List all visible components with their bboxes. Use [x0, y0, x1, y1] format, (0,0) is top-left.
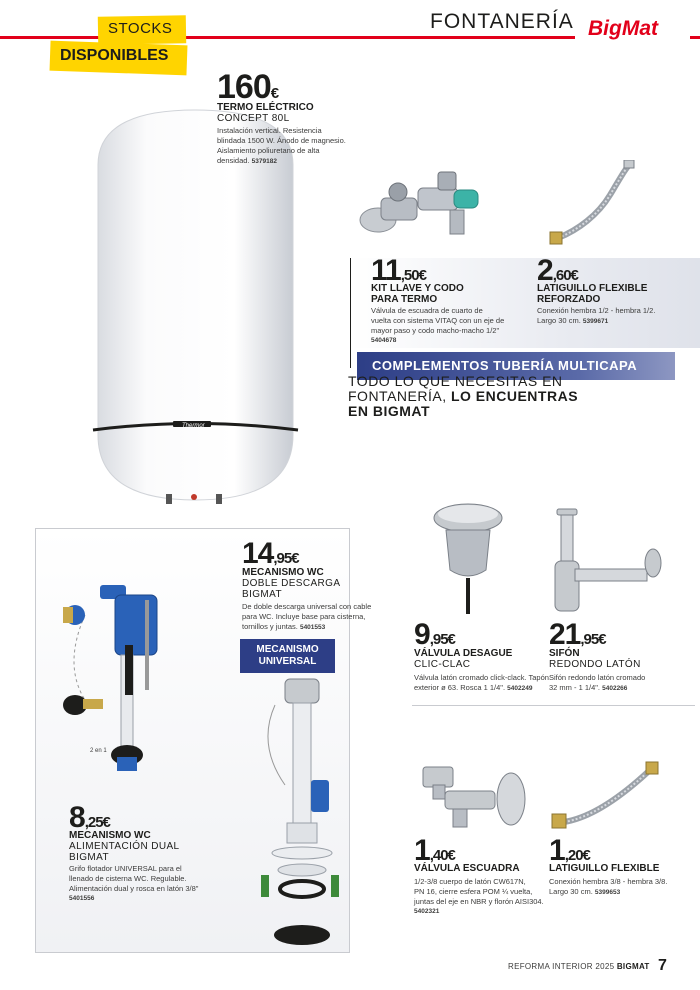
escuadra-name: VÁLVULA ESCUADRA	[414, 863, 520, 874]
slogan-line-3: EN BIGMAT	[348, 403, 431, 419]
dual-desc-3: Alimentación dual y rosca en latón 3/8"	[69, 884, 199, 893]
kit-price	[371, 256, 426, 286]
kit-desc-1: Válvula de escuadra de cuarto de	[371, 306, 483, 315]
desague-desc-1: Válvula latón cromado click-clack. Tapón	[414, 673, 549, 682]
termo-ref: 5379182	[251, 158, 277, 165]
footer-brand: BIGMAT	[616, 962, 650, 971]
badge-line-1: MECANISMO	[256, 644, 319, 655]
footer-label: REFORMA INTERIOR 2025	[508, 962, 617, 971]
termo-price-currency: €	[270, 85, 279, 102]
braided-hose-image	[548, 160, 638, 248]
desague-ref: 5402249	[507, 685, 533, 692]
dual-price-int: 8	[69, 801, 85, 834]
flexible-name: LATIGUILLO FLEXIBLE	[549, 863, 660, 874]
reforzado-desc-2: Largo 30 cm.	[537, 316, 581, 325]
dual-desc-1: Grifo flotador UNIVERSAL para el	[69, 864, 182, 873]
dual-name: MECANISMO WC	[69, 830, 151, 841]
kit-ref: 5404678	[371, 337, 397, 344]
flush-mechanism-image	[255, 675, 345, 950]
sifon-price	[549, 620, 606, 650]
sifon-price-int: 21	[549, 618, 581, 651]
kit-name-2: PARA TERMO	[371, 294, 438, 305]
desague-desc-2: exterior ø 63. Rosca 1 1/4".	[414, 683, 506, 692]
doble-desc-1: De doble descarga universal con cable	[242, 602, 372, 611]
flexible-price-dec: ,20€	[564, 847, 590, 864]
reforzado-price-dec: ,60€	[552, 267, 578, 284]
desague-price-int: 9	[414, 618, 430, 651]
sifon-ref: 5402266	[602, 685, 628, 692]
reforzado-ref: 5399671	[582, 318, 609, 325]
doble-price-dec: ,95€	[273, 550, 299, 567]
escuadra-ref: 5402321	[414, 908, 440, 915]
escuadra-desc-2: PN 16, cierre esfera POM ¼ vuelta,	[414, 887, 533, 896]
flexible-desc-1: Conexión hembra 3/8 - hembra 3/8.	[549, 877, 668, 886]
doble-sub	[242, 578, 340, 600]
dual-price	[69, 803, 110, 833]
fill-valve-image	[55, 585, 190, 790]
escuadra-price	[414, 836, 455, 866]
reforzado-price-int: 2	[537, 254, 553, 287]
termo-desc-2: blindada 1500 W. Ánodo de magnesio.	[217, 136, 346, 145]
drain-valve-image	[428, 498, 508, 618]
sifon-price-dec: ,95€	[580, 631, 606, 648]
termo-desc-4: densidad.	[217, 156, 250, 165]
slogan-line-2b: LO ENCUENTRAS	[450, 388, 579, 404]
flexible-price-int: 1	[549, 834, 565, 867]
sifon-name: SIFÓN	[549, 648, 580, 659]
escuadra-desc	[414, 877, 544, 917]
reforzado-name-1: LATIGUILLO FLEXIBLE	[537, 283, 648, 294]
dual-tag: 2 en 1	[90, 748, 107, 754]
termo-name: TERMO ELÉCTRICO	[217, 102, 314, 113]
desague-price	[414, 620, 455, 650]
flexible-price	[549, 836, 590, 866]
kit-desc-2: vuelta con sistema VITAQ con un eje de	[371, 316, 505, 325]
doble-price	[242, 539, 299, 569]
escuadra-desc-1: 1/2-3/8 cuerpo de latón CW617N,	[414, 877, 526, 886]
reforzado-name	[537, 283, 647, 305]
multicapa-banner-text: COMPLEMENTOS TUBERÍA MULTICAPA	[372, 358, 638, 373]
doble-ref: 5401553	[299, 624, 326, 631]
logo-text: BigMat	[588, 17, 658, 40]
sifon-desc	[549, 673, 645, 694]
stocks-label: STOCKS	[108, 20, 173, 37]
slogan-line-1: TODO LO QUE NECESITAS EN	[348, 373, 563, 389]
doble-desc-3: tornillos y juntas.	[242, 622, 298, 631]
section-title: FONTANERÍA	[430, 10, 574, 33]
kit-name	[371, 283, 464, 305]
doble-desc-2: para WC. Incluye base para cisterna,	[242, 612, 366, 621]
slogan-line-2a: FONTANERÍA,	[348, 388, 451, 404]
valve-kit-image	[356, 160, 496, 245]
flexible-hose-image	[550, 760, 660, 835]
universal-badge	[240, 639, 335, 673]
desague-name: VÁLVULA DESAGUE	[414, 648, 513, 659]
dual-price-dec: ,25€	[84, 814, 110, 831]
angle-valve-image	[415, 765, 530, 830]
sifon-sub: REDONDO LATÓN	[549, 659, 641, 670]
desague-price-dec: ,95€	[429, 631, 455, 648]
flexible-desc	[549, 877, 667, 898]
termo-desc-1: Instalación vertical. Resistencia	[217, 126, 322, 135]
kit-desc	[371, 306, 504, 346]
badge-line-2: UNIVERSAL	[258, 656, 317, 667]
desague-sub: CLIC-CLAC	[414, 659, 471, 670]
dual-sub-2: BIGMAT	[69, 852, 109, 863]
reforzado-price	[537, 256, 578, 286]
termo-price	[217, 70, 278, 104]
doble-desc	[242, 602, 371, 633]
doble-name: MECANISMO WC	[242, 567, 324, 578]
kit-price-dec: ,50€	[400, 267, 426, 284]
reforzado-desc	[537, 306, 655, 327]
sifon-desc-2: 32 mm - 1 1/4".	[549, 683, 601, 692]
thermor-brand: Thermor	[182, 423, 205, 429]
dual-desc	[69, 864, 198, 904]
termo-sub: CONCEPT 80L	[217, 113, 290, 124]
bigmat-logo	[586, 12, 686, 42]
desague-desc	[414, 673, 549, 694]
section-divider	[412, 705, 695, 706]
flexible-ref: 5399653	[594, 889, 621, 896]
disponibles-label: DISPONIBLES	[60, 47, 169, 64]
doble-sub-2: BIGMAT	[242, 589, 282, 600]
flexible-desc-2: Largo 30 cm.	[549, 887, 593, 896]
reforzado-desc-1: Conexión hembra 1/2 - hembra 1/2.	[537, 306, 656, 315]
dual-sub-1: ALIMENTACIÓN DUAL	[69, 841, 180, 852]
dual-desc-2: llenado de cisterna WC. Regulable.	[69, 874, 187, 883]
dual-ref: 5401556	[69, 895, 95, 902]
sifon-desc-1: Sifón redondo latón cromado	[549, 673, 646, 682]
slogan	[348, 374, 578, 419]
reforzado-name-2: REFORZADO	[537, 294, 601, 305]
siphon-image	[545, 505, 670, 620]
dual-sub	[69, 841, 180, 863]
kit-name-1: KIT LLAVE Y CODO	[371, 283, 464, 294]
page-number: 7	[658, 957, 667, 974]
termo-desc-3: Aislamiento poliuretano de alta	[217, 146, 320, 155]
doble-price-int: 14	[242, 537, 274, 570]
escuadra-desc-3: juntas del eje en NBR y florón AISI304.	[414, 897, 544, 906]
escuadra-price-dec: ,40€	[429, 847, 455, 864]
kit-desc-3: mayor paso y codo macho-macho 1/2"	[371, 326, 500, 335]
kit-price-int: 11	[371, 254, 401, 287]
kit-divider	[350, 258, 351, 368]
doble-sub-1: DOBLE DESCARGA	[242, 578, 341, 589]
termo-desc	[217, 126, 346, 167]
footer-text	[508, 962, 650, 971]
escuadra-price-int: 1	[414, 834, 430, 867]
termo-price-int: 160	[217, 68, 271, 106]
